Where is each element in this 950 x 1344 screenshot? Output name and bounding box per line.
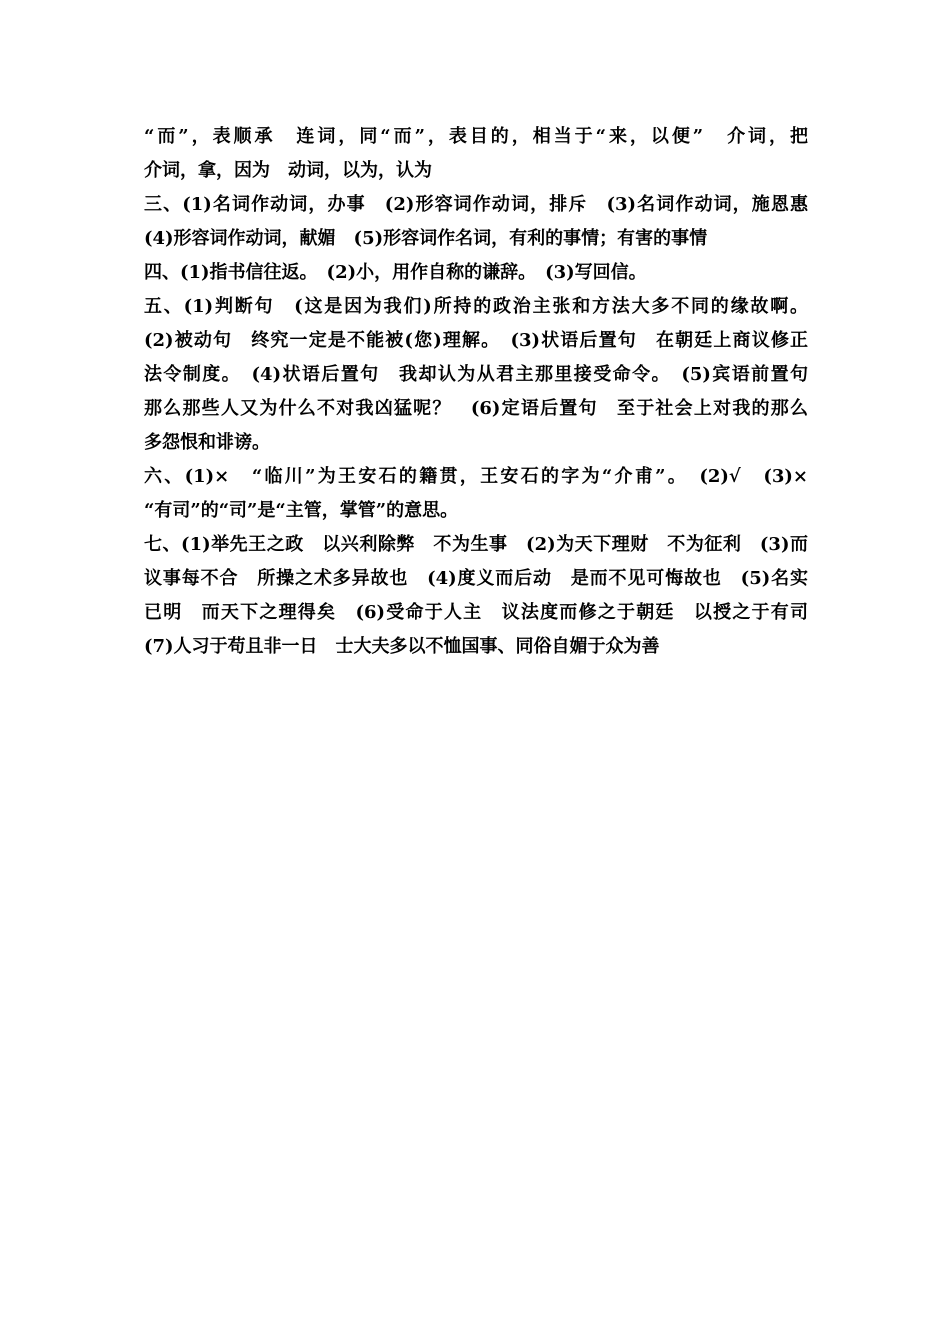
text-line: 五、(1)判断句 (这是因为我们)所持的政治主张和方法大多不同的缘故啊。 [144, 296, 808, 317]
text-line: 议事每不合 所操之术多异故也 (4)度义而后动 是而不见可悔故也 (5)名实 [144, 568, 808, 589]
text-line: “而”，表顺承 连词，同“而”，表目的，相当于“来，以便” 介词，把 [144, 126, 808, 147]
text-line: (4)形容词作动词，献媚 (5)形容词作名词，有利的事情；有害的事情 [144, 228, 708, 249]
text-line: 三、(1)名词作动词，办事 (2)形容词作动词，排斥 (3)名词作动词，施恩惠 [144, 194, 808, 215]
text-line: (2)被动句 终究一定是不能被(您)理解。 (3)状语后置句 在朝廷上商议修正 [144, 330, 808, 351]
text-line: 那么那些人又为什么不对我凶猛呢？ (6)定语后置句 至于社会上对我的那么 [144, 398, 808, 419]
text-line: 介词，拿，因为 动词，以为，认为 [144, 160, 432, 181]
text-line: 六、(1)× “临川”为王安石的籍贯，王安石的字为“介甫”。 (2)√ (3)× [144, 466, 808, 487]
text-line: 已明 而天下之理得矣 (6)受命于人主 议法度而修之于朝廷 以授之于有司 [144, 602, 808, 623]
text-line: 多怨恨和诽谤。 [144, 432, 270, 453]
text-line: (7)人习于苟且非一日 士大夫多以不恤国事、同俗自媚于众为善 [144, 636, 660, 657]
text-line: 四、(1)指书信往返。 (2)小，用作自称的谦辞。 (3)写回信。 [144, 262, 647, 283]
text-line: 法令制度。 (4)状语后置句 我却认为从君主那里接受命令。 (5)宾语前置句 [144, 364, 808, 385]
text-line: “有司”的“司”是“主管，掌管”的意思。 [144, 500, 459, 521]
answer-text-block [144, 120, 808, 664]
text-line: 七、(1)举先王之政 以兴利除弊 不为生事 (2)为天下理财 不为征利 (3)而 [144, 534, 808, 555]
